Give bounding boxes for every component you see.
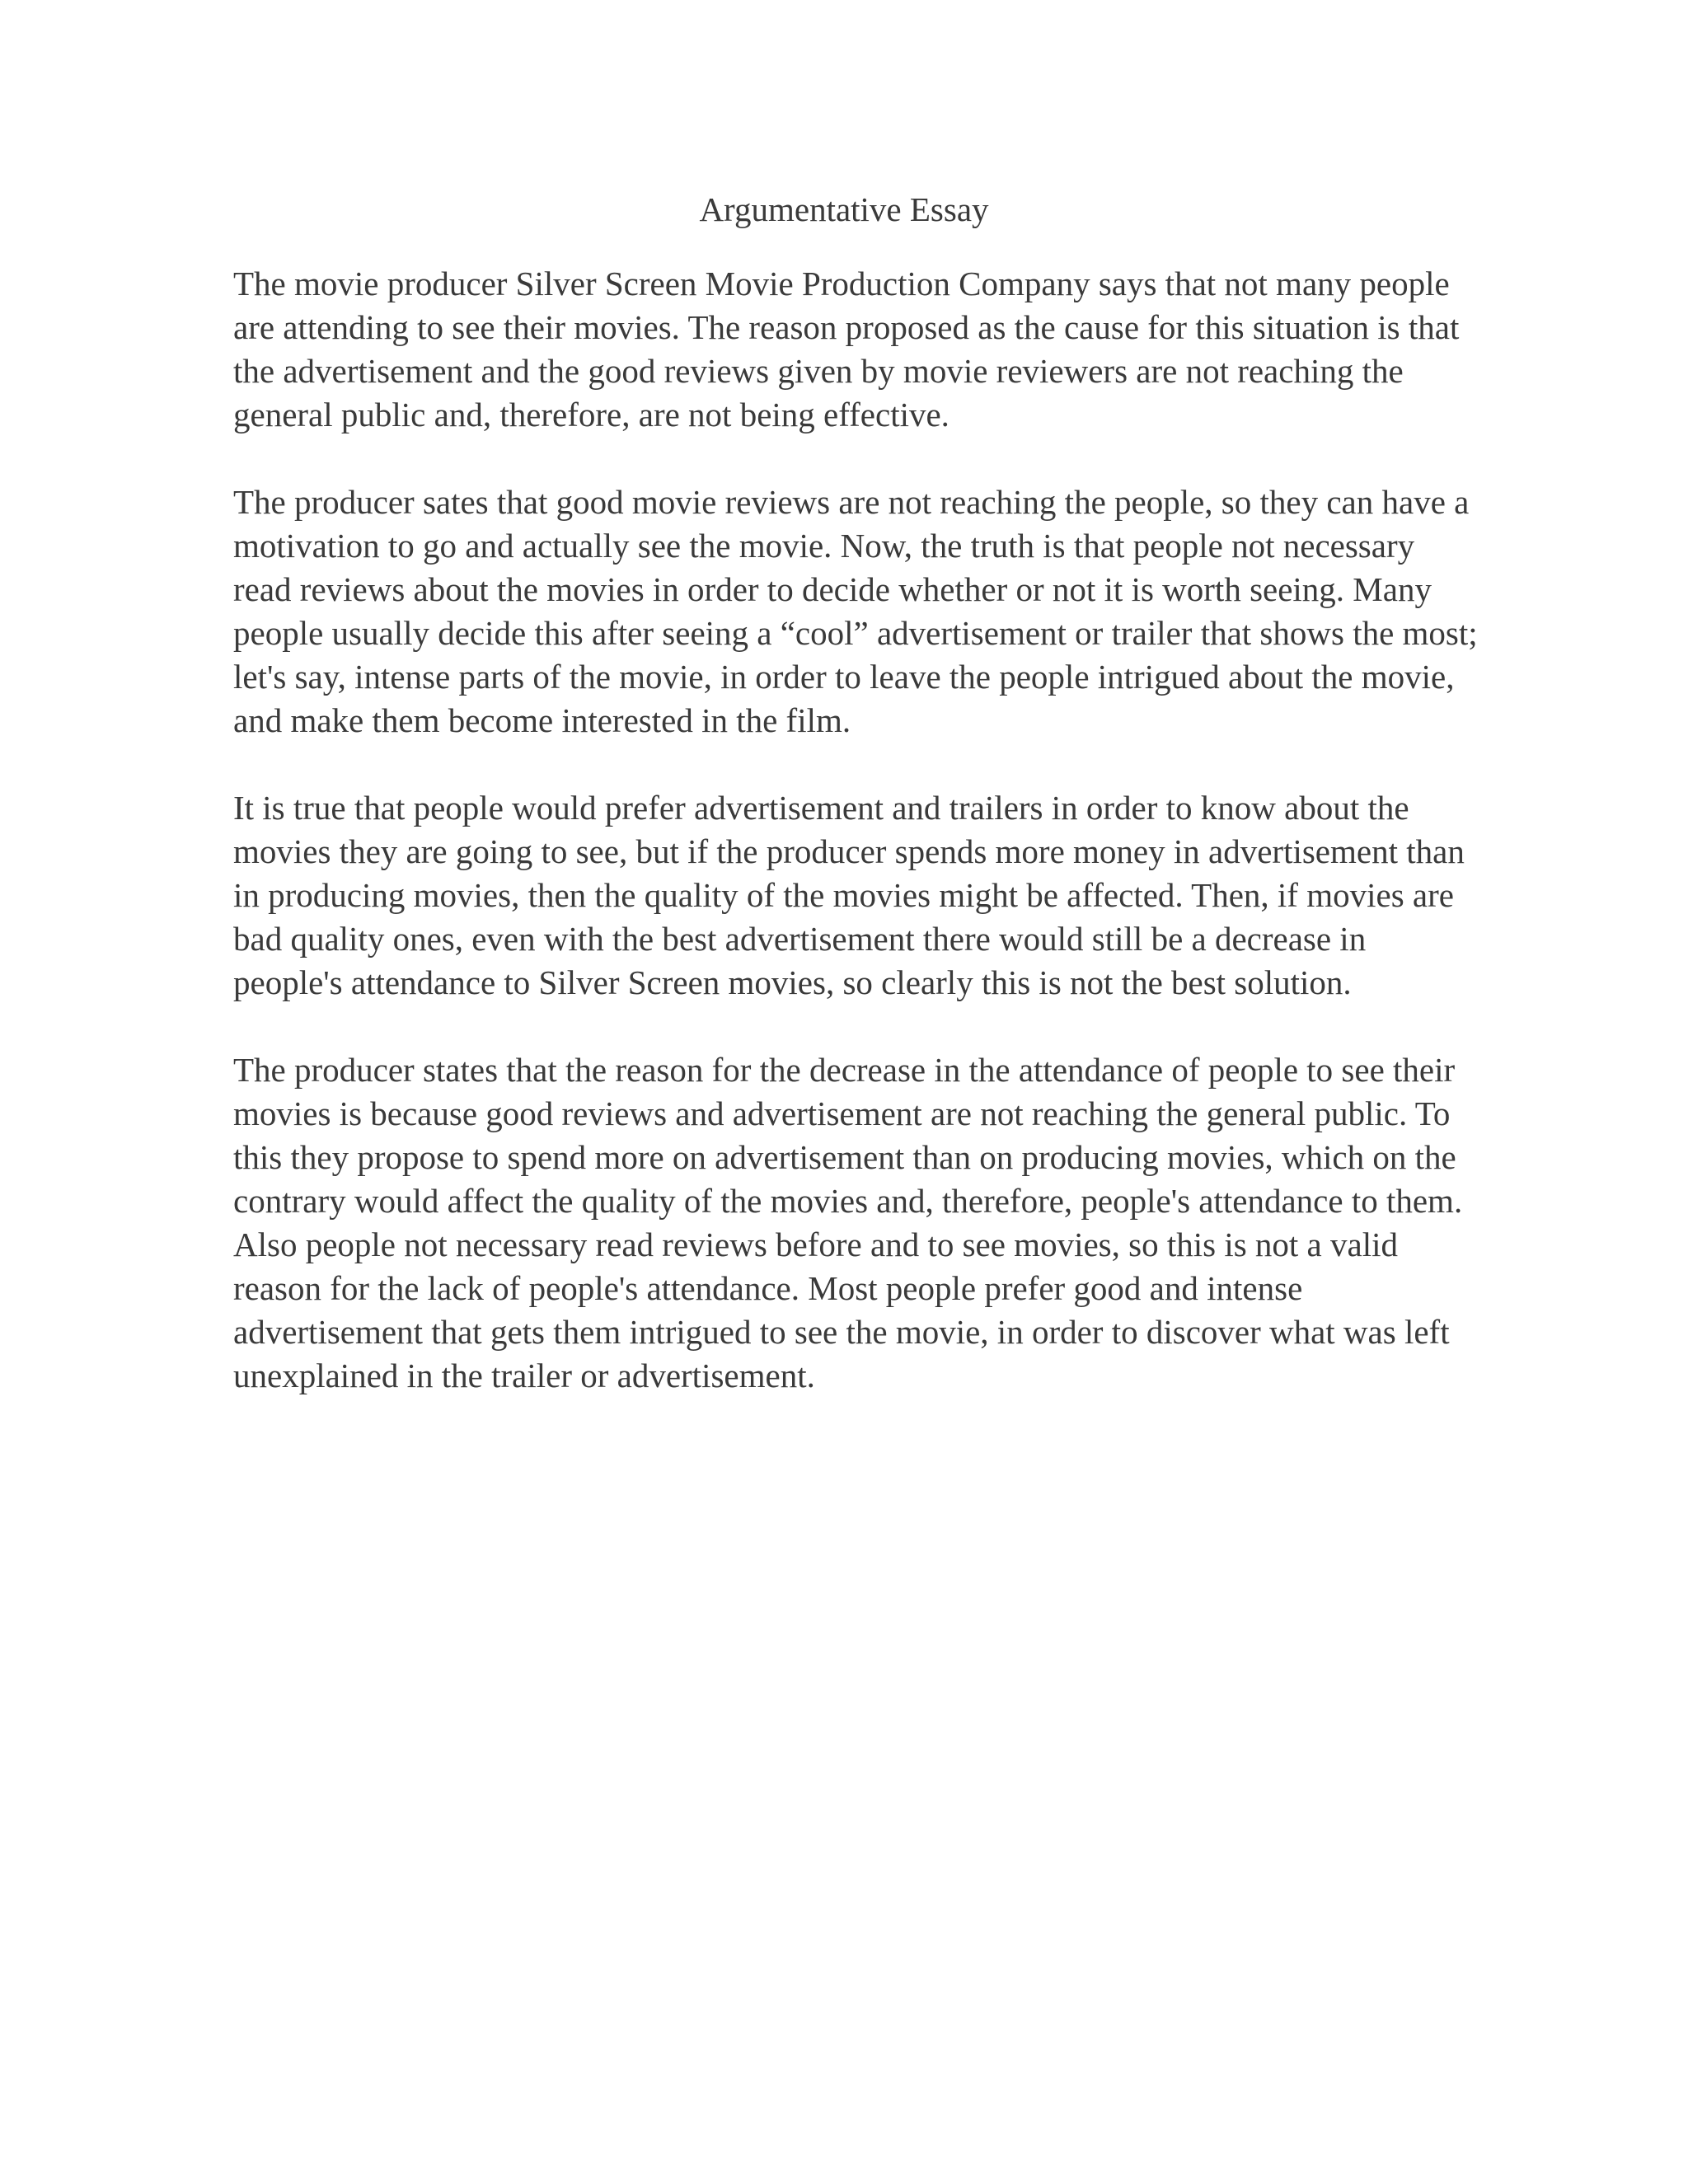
text-line: reason for the lack of people's attendance. Most people prefer good and intense — [233, 1269, 1303, 1307]
text-line: read reviews about the movies in order to decide whether or not it is worth seeing. Many — [233, 570, 1432, 608]
text-line: movies they are going to see, but if the producer spends more money in advertisement than — [233, 832, 1465, 870]
text-line: The movie producer Silver Screen Movie Production Company says that not many people — [233, 265, 1450, 302]
text-line: unexplained in the trailer or advertisement. — [233, 1357, 815, 1394]
text-line: The producer sates that good movie reviews are not reaching the people, so they can have a — [233, 483, 1470, 521]
paragraph-4 — [233, 1048, 1470, 1398]
text-line: let's say, intense parts of the movie, in order to leave the people intrigued about the movie, — [233, 658, 1455, 696]
text-line: advertisement that gets them intrigued to see the movie, in order to discover what was left — [233, 1313, 1450, 1351]
text-line: general public and, therefore, are not being effective. — [233, 396, 950, 434]
text-line: and make them become interested in the film. — [233, 701, 851, 739]
text-line: people usually decide this after seeing a “cool” advertisement or trailer that shows the most; — [233, 614, 1478, 652]
text-line: this they propose to spend more on advertisement than on producing movies, which on the — [233, 1138, 1456, 1176]
text-line: the advertisement and the good reviews given by movie reviewers are not reaching the — [233, 352, 1404, 390]
text-line: bad quality ones, even with the best advertisement there would still be a decrease in — [233, 920, 1367, 958]
text-line: contrary would affect the quality of the movies and, therefore, people's attendance to them. — [233, 1182, 1463, 1220]
text-line: are attending to see their movies. The reason proposed as the cause for this situation is that — [233, 308, 1460, 346]
text-line: Also people not necessary read reviews before and to see movies, so this is not a valid — [233, 1226, 1398, 1263]
paragraph-1 — [233, 262, 1470, 437]
text-line: The producer states that the reason for the decrease in the attendance of people to see their — [233, 1051, 1456, 1089]
paragraph-2 — [233, 480, 1478, 743]
text-line: in producing movies, then the quality of the movies might be affected. Then, if movies are — [233, 876, 1454, 914]
text-line: It is true that people would prefer advertisement and trailers in order to know about the — [233, 789, 1409, 827]
document-title: Argumentative Essay — [699, 190, 989, 228]
document-body — [233, 262, 1478, 1441]
text-line: movies is because good reviews and advertisement are not reaching the general public. To — [233, 1094, 1451, 1132]
text-line: people's attendance to Silver Screen movies, so clearly this is not the best solution. — [233, 963, 1352, 1001]
text-line: motivation to go and actually see the movie. Now, the truth is that people not necessary — [233, 527, 1415, 565]
paragraph-3 — [233, 786, 1470, 1005]
